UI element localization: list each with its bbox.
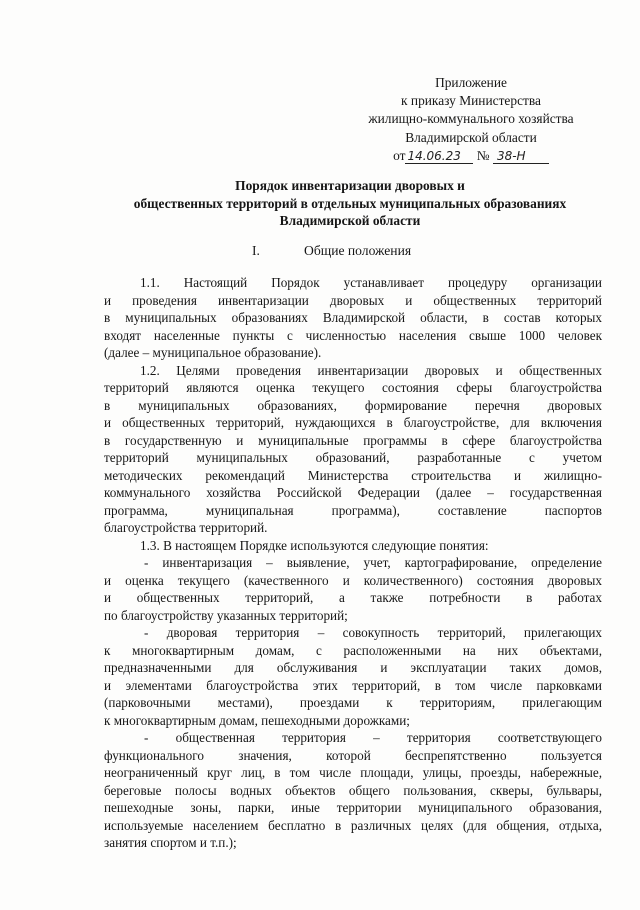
text-line: и проведения инвентаризации дворовых и общественных территорий: [104, 292, 602, 308]
text-line: занятия спортом и т.п.);: [104, 835, 237, 850]
text-line: (парковочными местами), проездами к территориям, прилегающим: [104, 695, 602, 710]
text-line: используемые населением бесплатно в различных целях (для общения, отдыха,: [104, 817, 602, 833]
title-line-1: Порядок инвентаризации дворовых и: [235, 178, 465, 193]
section-number: I.: [252, 243, 260, 258]
text-line: территорий являются оценка текущего состояния сферы благоустройства: [104, 380, 602, 395]
text-line: - общественная территория – территория соответствующего: [144, 730, 602, 745]
text-line: по благоустройству указанных территорий;: [104, 607, 348, 623]
text-line: к многоквартирным домам, с расположенными на них объектами,: [104, 642, 602, 658]
text-line: - дворовая территория – совокупность территорий, прилегающих: [144, 625, 602, 640]
section-title: Общие положения: [304, 243, 412, 258]
appendix-ministry: жилищно-коммунального хозяйства: [368, 111, 574, 127]
text-line: - инвентаризация – выявление, учет, картографирование, определение: [144, 555, 602, 570]
appendix-block: [355, 74, 587, 165]
text-line: входят населенные пункты с численностью населения свыше 1000 человек: [104, 327, 602, 343]
text-line: неограниченный круг лиц, в том числе площади, улицы, проезды, набережные,: [104, 765, 602, 780]
text-line: в муниципальных образованиях, формирование перечня дворовых: [104, 397, 602, 413]
text-line: 1.3. В настоящем Порядке используются следующие понятия:: [140, 537, 489, 553]
text-line: коммунального хозяйства Российской Федерации (далее – государственная: [104, 485, 602, 500]
text-line: территорий муниципальных образований, разработанные с учетом: [104, 450, 602, 465]
text-line: благоустройства территорий.: [104, 520, 268, 535]
text-line: и элементами благоустройства этих территорий, в том числе парковками: [104, 677, 602, 693]
order-date-handwritten: 14.06.23: [405, 149, 473, 164]
text-line: пешеходные зоны, парки, иные территории муниципального образования,: [104, 800, 602, 815]
appendix-label: Приложение: [435, 75, 507, 90]
title-line-3: Владимирской области: [279, 213, 421, 228]
text-line: 1.1. Настоящий Порядок устанавливает процедуру организации: [140, 275, 602, 290]
text-line: и общественных территорий, нуждающихся в благоустройстве, для включения: [104, 415, 602, 430]
order-prefix: от: [393, 147, 406, 163]
text-line: методических рекомендаций Министерства строительства и жилищно-: [104, 467, 602, 483]
text-line: функционального значения, которой беспрепятственно пользуется: [104, 747, 602, 763]
order-number-handwritten: 38-Н: [493, 149, 549, 164]
document-title: [100, 177, 600, 230]
text-line: (далее – муниципальное образование).: [104, 345, 322, 360]
appendix-order-ref: к приказу Министерства: [401, 93, 541, 109]
text-line: и оценка текущего (качественного и количественного) состояния дворовых: [104, 572, 602, 588]
appendix-region: Владимирской области: [405, 129, 537, 145]
order-reference: [355, 147, 587, 165]
section-heading: [252, 243, 412, 259]
text-line: предназначенными для обслуживания и эксплуатации таких домов,: [104, 660, 602, 675]
text-line: 1.2. Целями проведения инвентаризации дворовых и общественных: [140, 362, 602, 378]
text-line: береговые полосы водных объектов общего пользования, скверы, бульвары,: [104, 782, 602, 798]
order-number-label: №: [476, 147, 490, 163]
text-line: к многоквартирным домам, пешеходными дорожками;: [104, 712, 410, 728]
text-line: в муниципальных образованиях Владимирской области, в состав которых: [104, 310, 602, 325]
text-line: в государственную и муниципальные программы в сфере благоустройства: [104, 432, 602, 448]
text-line: и общественных территорий, а также потребности в работах: [104, 590, 602, 605]
text-line: программа, муниципальная программа), составление паспортов: [104, 502, 602, 518]
title-line-2: общественных территорий в отдельных муниципальных образованиях: [133, 195, 567, 211]
